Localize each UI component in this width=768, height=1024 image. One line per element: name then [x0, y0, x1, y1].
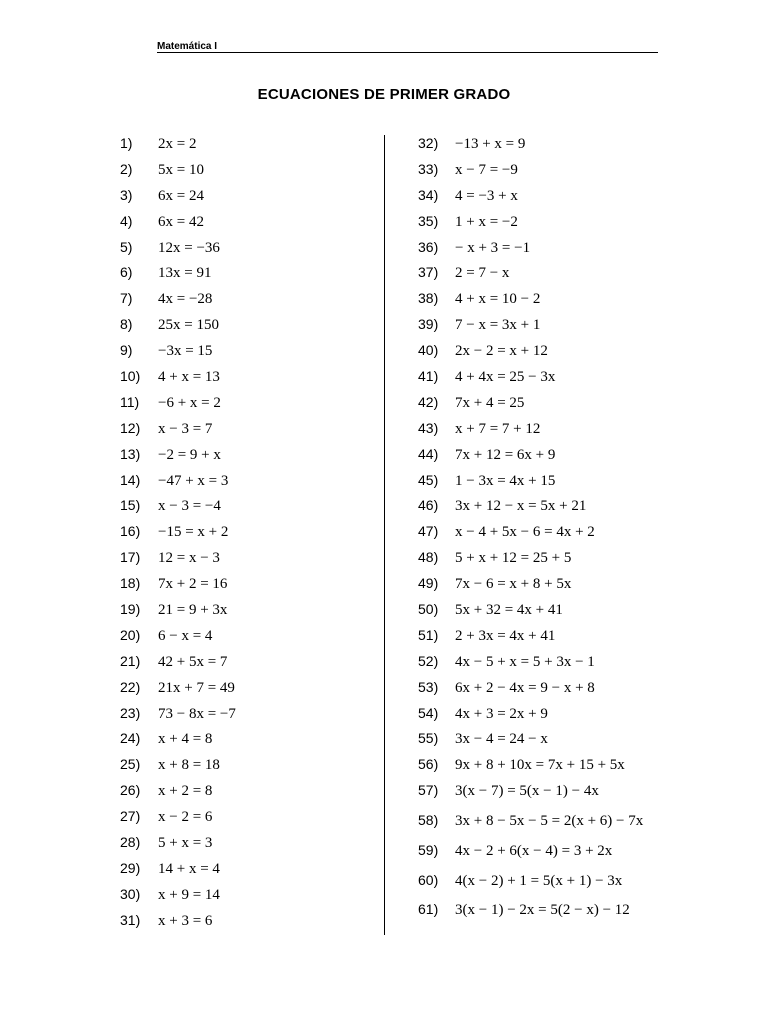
equation-text: x − 3 = −4	[158, 498, 221, 515]
equation-text: 4x = −28	[158, 291, 213, 308]
equation-number: 19)	[120, 601, 141, 618]
equation-number: 52)	[418, 652, 439, 669]
equation-text: 21 = 9 + 3x	[158, 602, 228, 619]
course-label: Matemática I	[157, 41, 218, 52]
equation-number: 6)	[120, 264, 133, 281]
equation-number: 60)	[418, 871, 439, 888]
equation-text: x + 4 = 8	[158, 731, 213, 748]
equation-number: 12)	[120, 419, 141, 436]
equation-text: x + 2 = 8	[158, 783, 213, 800]
equation-text: 6x = 42	[158, 213, 204, 230]
equation-text: 12x = −36	[158, 239, 220, 256]
equation-text: 2x − 2 = x + 12	[455, 343, 548, 360]
equation-number: 33)	[418, 160, 439, 177]
equation-number: 23)	[120, 704, 141, 721]
equation-text: −47 + x = 3	[158, 472, 229, 489]
equation-text: 7 − x = 3x + 1	[455, 317, 541, 334]
equation-number: 43)	[418, 419, 439, 436]
equation-text: 6x + 2 − 4x = 9 − x + 8	[455, 679, 595, 696]
equation-number: 5)	[120, 238, 133, 255]
equation-text: 3x − 4 = 24 − x	[455, 731, 548, 748]
equation-text: 1 + x = −2	[455, 213, 518, 230]
equation-number: 48)	[418, 549, 439, 566]
equation-number: 36)	[418, 238, 439, 255]
equation-number: 53)	[418, 678, 439, 695]
equation-text: 4x − 5 + x = 5 + 3x − 1	[455, 653, 595, 670]
equation-number: 16)	[120, 523, 141, 540]
equation-text: x + 9 = 14	[158, 886, 220, 903]
equation-number: 56)	[418, 756, 439, 773]
equation-text: 7x + 2 = 16	[158, 576, 228, 593]
equation-text: 3(x − 1) − 2x = 5(2 − x) − 12	[455, 902, 630, 919]
equation-number: 47)	[418, 523, 439, 540]
equation-text: 6 − x = 4	[158, 627, 213, 644]
equation-text: x − 2 = 6	[158, 809, 213, 826]
equation-text: x + 3 = 6	[158, 912, 213, 929]
equation-number: 14)	[120, 471, 141, 488]
equation-number: 57)	[418, 782, 439, 799]
equation-text: 5 + x = 3	[158, 835, 213, 852]
equation-text: 7x + 12 = 6x + 9	[455, 446, 556, 463]
equation-number: 11)	[120, 393, 140, 410]
equation-text: − x + 3 = −1	[455, 239, 531, 256]
equation-number: 51)	[418, 626, 439, 643]
equation-number: 42)	[418, 393, 439, 410]
equation-number: 50)	[418, 601, 439, 618]
equation-text: 6x = 24	[158, 187, 204, 204]
equation-text: 3x + 8 − 5x − 5 = 2(x + 6) − 7x	[455, 813, 644, 830]
equation-text: 4x + 3 = 2x + 9	[455, 705, 548, 722]
equation-number: 59)	[418, 841, 439, 858]
equation-number: 25)	[120, 756, 141, 773]
equation-number: 55)	[418, 730, 439, 747]
equation-number: 26)	[120, 782, 141, 799]
equation-number: 49)	[418, 575, 439, 592]
equation-number: 38)	[418, 290, 439, 307]
equation-number: 1)	[120, 135, 133, 151]
equation-number: 29)	[120, 859, 141, 876]
equation-number: 9)	[120, 342, 133, 359]
equation-text: 4 = −3 + x	[455, 187, 518, 204]
equation-number: 35)	[418, 212, 439, 229]
equation-text: 21x + 7 = 49	[158, 679, 235, 696]
equation-text: 5x = 10	[158, 161, 204, 178]
equation-text: −6 + x = 2	[158, 394, 221, 411]
equation-text: 25x = 150	[158, 317, 219, 334]
equation-number: 44)	[418, 445, 439, 462]
equation-text: x + 8 = 18	[158, 757, 220, 774]
equation-number: 21)	[120, 652, 141, 669]
equation-number: 28)	[120, 834, 141, 851]
equation-number: 18)	[120, 575, 141, 592]
equation-text: x − 7 = −9	[455, 161, 518, 178]
equation-number: 13)	[120, 445, 141, 462]
equation-number: 45)	[418, 471, 439, 488]
equation-text: 4x − 2 + 6(x − 4) = 3 + 2x	[455, 842, 613, 859]
equation-text: 4 + x = 13	[158, 369, 220, 386]
equation-number: 24)	[120, 730, 141, 747]
equation-text: 73 − 8x = −7	[158, 705, 236, 722]
equation-number: 61)	[418, 901, 439, 918]
equation-number: 32)	[418, 135, 439, 151]
equation-text: 3x + 12 − x = 5x + 21	[455, 498, 587, 515]
equation-text: x − 3 = 7	[158, 420, 213, 437]
page-title: ECUACIONES DE PRIMER GRADO	[257, 86, 511, 103]
equation-number: 2)	[120, 160, 133, 177]
equation-text: −13 + x = 9	[455, 136, 526, 152]
equation-number: 31)	[120, 911, 141, 928]
equation-text: 1 − 3x = 4x + 15	[455, 472, 556, 489]
equation-text: 4(x − 2) + 1 = 5(x + 1) − 3x	[455, 872, 623, 889]
equation-number: 27)	[120, 808, 141, 825]
equation-number: 54)	[418, 704, 439, 721]
equation-text: −15 = x + 2	[158, 524, 229, 541]
equation-number: 41)	[418, 368, 439, 385]
equation-number: 17)	[120, 549, 141, 566]
equation-number: 8)	[120, 316, 133, 333]
equation-number: 10)	[120, 368, 141, 385]
equation-text: 2 + 3x = 4x + 41	[455, 627, 556, 644]
equation-number: 22)	[120, 678, 141, 695]
equation-number: 39)	[418, 316, 439, 333]
equation-number: 34)	[418, 186, 439, 203]
equation-text: 42 + 5x = 7	[158, 653, 228, 670]
equation-number: 15)	[120, 497, 141, 514]
equation-number: 7)	[120, 290, 133, 307]
equation-text: −2 = 9 + x	[158, 446, 221, 463]
equation-text: 2x = 2	[158, 136, 197, 152]
equation-text: 13x = 91	[158, 265, 212, 282]
equation-text: 5 + x + 12 = 25 + 5	[455, 550, 572, 567]
equation-text: 4 + x = 10 − 2	[455, 291, 541, 308]
equation-text: −3x = 15	[158, 343, 213, 360]
equation-number: 3)	[120, 186, 133, 203]
equation-text: x + 7 = 7 + 12	[455, 420, 541, 437]
equation-number: 30)	[120, 885, 141, 902]
equation-number: 40)	[418, 342, 439, 359]
equation-text: x − 4 + 5x − 6 = 4x + 2	[455, 524, 595, 541]
equation-number: 37)	[418, 264, 439, 281]
equation-number: 46)	[418, 497, 439, 514]
equation-text: 7x − 6 = x + 8 + 5x	[455, 576, 572, 593]
equation-text: 3(x − 7) = 5(x − 1) − 4x	[455, 783, 599, 800]
equation-number: 20)	[120, 626, 141, 643]
equation-text: 14 + x = 4	[158, 860, 220, 877]
equation-text: 5x + 32 = 4x + 41	[455, 602, 563, 619]
column-divider	[384, 135, 385, 935]
equation-text: 7x + 4 = 25	[455, 394, 525, 411]
header-rule	[157, 52, 658, 53]
equation-number: 4)	[120, 212, 133, 229]
equation-text: 9x + 8 + 10x = 7x + 15 + 5x	[455, 757, 625, 774]
equation-text: 4 + 4x = 25 − 3x	[455, 369, 556, 386]
equation-text: 2 = 7 − x	[455, 265, 510, 282]
equation-text: 12 = x − 3	[158, 550, 220, 567]
equation-number: 58)	[418, 812, 439, 829]
